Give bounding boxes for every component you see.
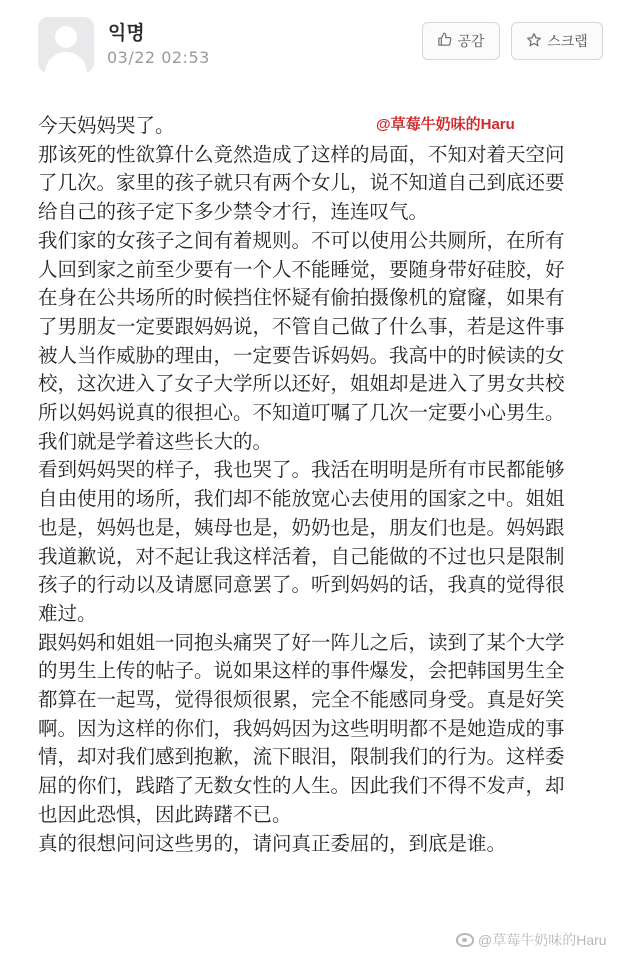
post-body	[38, 112, 623, 858]
star-icon	[526, 32, 542, 51]
avatar	[38, 17, 94, 73]
paragraph: 今天妈妈哭了。	[38, 114, 175, 137]
post-timestamp: 03/22 02:53	[107, 48, 210, 67]
post-header	[0, 0, 640, 90]
paragraph: 那该死的性欲算什么竟然造成了这样的局面，不知对着天空问 了几次。家里的孩子就只有两个女儿，说不知道自己到底还要 给自己的孩子定下多少禁令才行，连连叹气。	[38, 142, 565, 224]
weibo-icon	[456, 933, 474, 947]
watermark-bottom	[456, 930, 607, 950]
paragraph: 看到妈妈哭的样子，我也哭了。我活在明明是所有市民都能够 自由使用的场所，我们却不能放宽心去使用的国家之中。姐姐 也是，妈妈也是，姨母也是，奶奶也是，朋友们也是。妈妈跟 我道歉说，对不起让我这样活着，自己能做的不过也只是限制 孩子的行动以及请愿同意罢了。听到妈妈的话，我真的觉得很 难过。	[38, 458, 565, 625]
watermark-top: @草莓牛奶味的Haru	[376, 116, 515, 133]
avatar-head-shape	[55, 26, 77, 48]
scrap-button[interactable]	[511, 22, 603, 60]
author-name: 익명	[108, 22, 145, 44]
like-button[interactable]	[422, 22, 500, 60]
avatar-body-shape	[45, 52, 87, 73]
watermark-bottom-text: @草莓牛奶味的Haru	[478, 932, 607, 948]
thumbs-up-icon	[437, 32, 452, 50]
scrap-label: 스크랩	[547, 34, 588, 50]
paragraph: 真的很想问问这些男的，请问真正委屈的，到底是谁。	[38, 831, 507, 855]
like-label: 공감	[457, 34, 485, 50]
paragraph: 跟妈妈和姐姐一同抱头痛哭了好一阵儿之后，读到了某个大学 的男生上传的帖子。说如果这样的事件爆发，会把韩国男生全 都算在一起骂，觉得很烦很累，完全不能感同身受。真是好笑 啊。因为这样的你们，我妈妈因为这些明明都不是她造成的事 情，却对我们感到抱歉，流下眼泪，限制我们的行为。这样委 屈的你们，践踏了无数女性的人生。因此我们不得不发声，却 也因此恐惧，因此踌躇不已。	[38, 630, 565, 826]
paragraph: 我们家的女孩子之间有着规则。不可以使用公共厕所，在所有 人回到家之前至少要有一个人不能睡觉，要随身带好硅胶，好 在身在公共场所的时候挡住怀疑有偷拍摄像机的窟窿，如果有 了男朋友一定要跟妈妈说，不管自己做了什么事，若是这件事 被人当作威胁的理由，一定要告诉妈妈。我高中的时候读的女 校，这次进入了女子大学所以还好，姐姐却是进入了男女共校 所以妈妈说真的很担心。不知道叮嘱了几次一定要小心男生。 我们就是学着这些长大的。	[38, 228, 565, 453]
